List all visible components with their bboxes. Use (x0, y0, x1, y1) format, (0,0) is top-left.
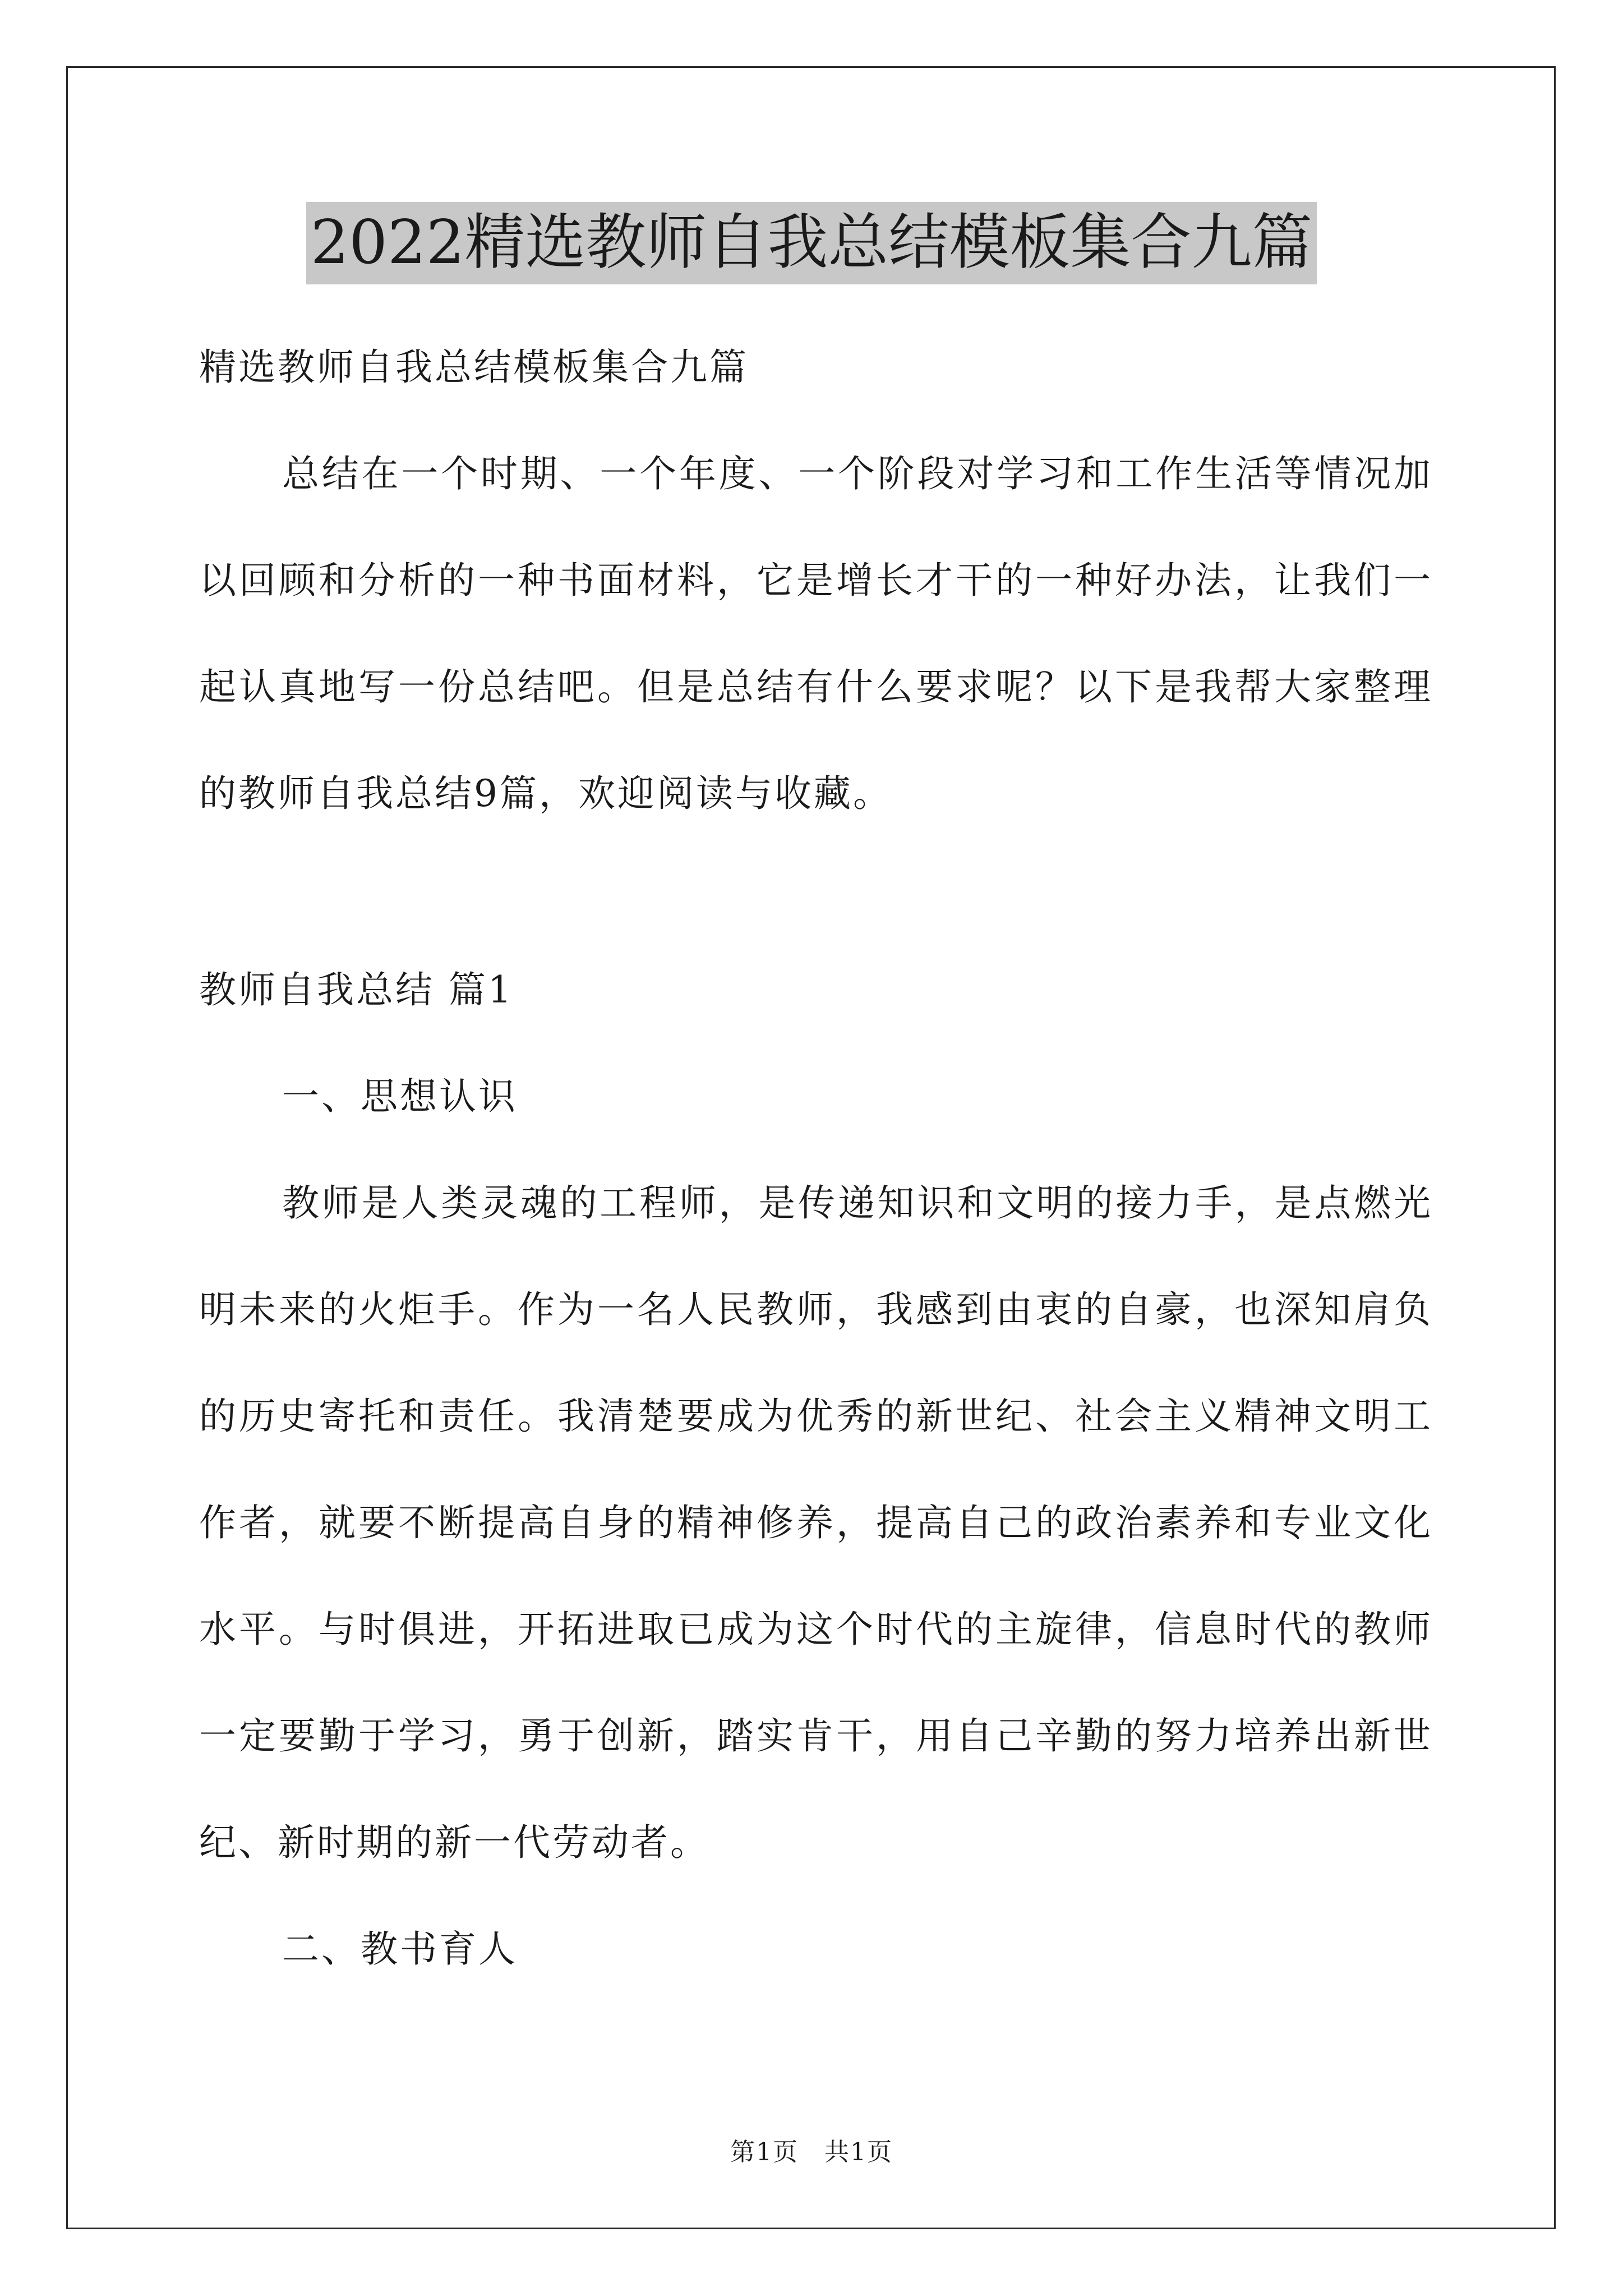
section-heading: 教师自我总结 篇1 (199, 968, 514, 1011)
intro-paragraph: 总结在一个时期、一个年度、一个阶段对学习和工作生活等情况加以回顾和分析的一种书面材料，它是增长才干的一种好办法，让我们一起认真地写一份总结吧。但是总结有什么要求呢？以下是我帮大家整理的教师自我总结9篇，欢迎阅读与收藏。 (199, 452, 1433, 815)
section1-paragraph: 教师是人类灵魂的工程师，是传递知识和文明的接力手，是点燃光明未来的火炬手。作为一名人民教师，我感到由衷的自豪，也深知肩负的历史寄托和责任。我清楚要成为优秀的新世纪、社会主义精神文明工作者，就要不断提高自身的精神修养，提高自己的政治素养和专业文化水平。与时俱进，开拓进取已成为这个时代的主旋律，信息时代的教师一定要勤于学习，勇于创新，踏实肯干，用自己辛勤的努力培养出新世纪、新时期的新一代劳动者。 (199, 1181, 1433, 1864)
section1-heading: 一、思想认识 (282, 1075, 518, 1118)
section2-heading: 二、教书育人 (282, 1927, 518, 1971)
document-subtitle: 精选教师自我总结模板集合九篇 (199, 346, 749, 389)
document-title (0, 202, 1623, 284)
page-footer: 第1页 共1页 (730, 2138, 893, 2166)
document-title-text: 2022精选教师自我总结模板集合九篇 (306, 202, 1317, 284)
spacer (199, 847, 1433, 937)
document-body (199, 314, 1433, 2003)
